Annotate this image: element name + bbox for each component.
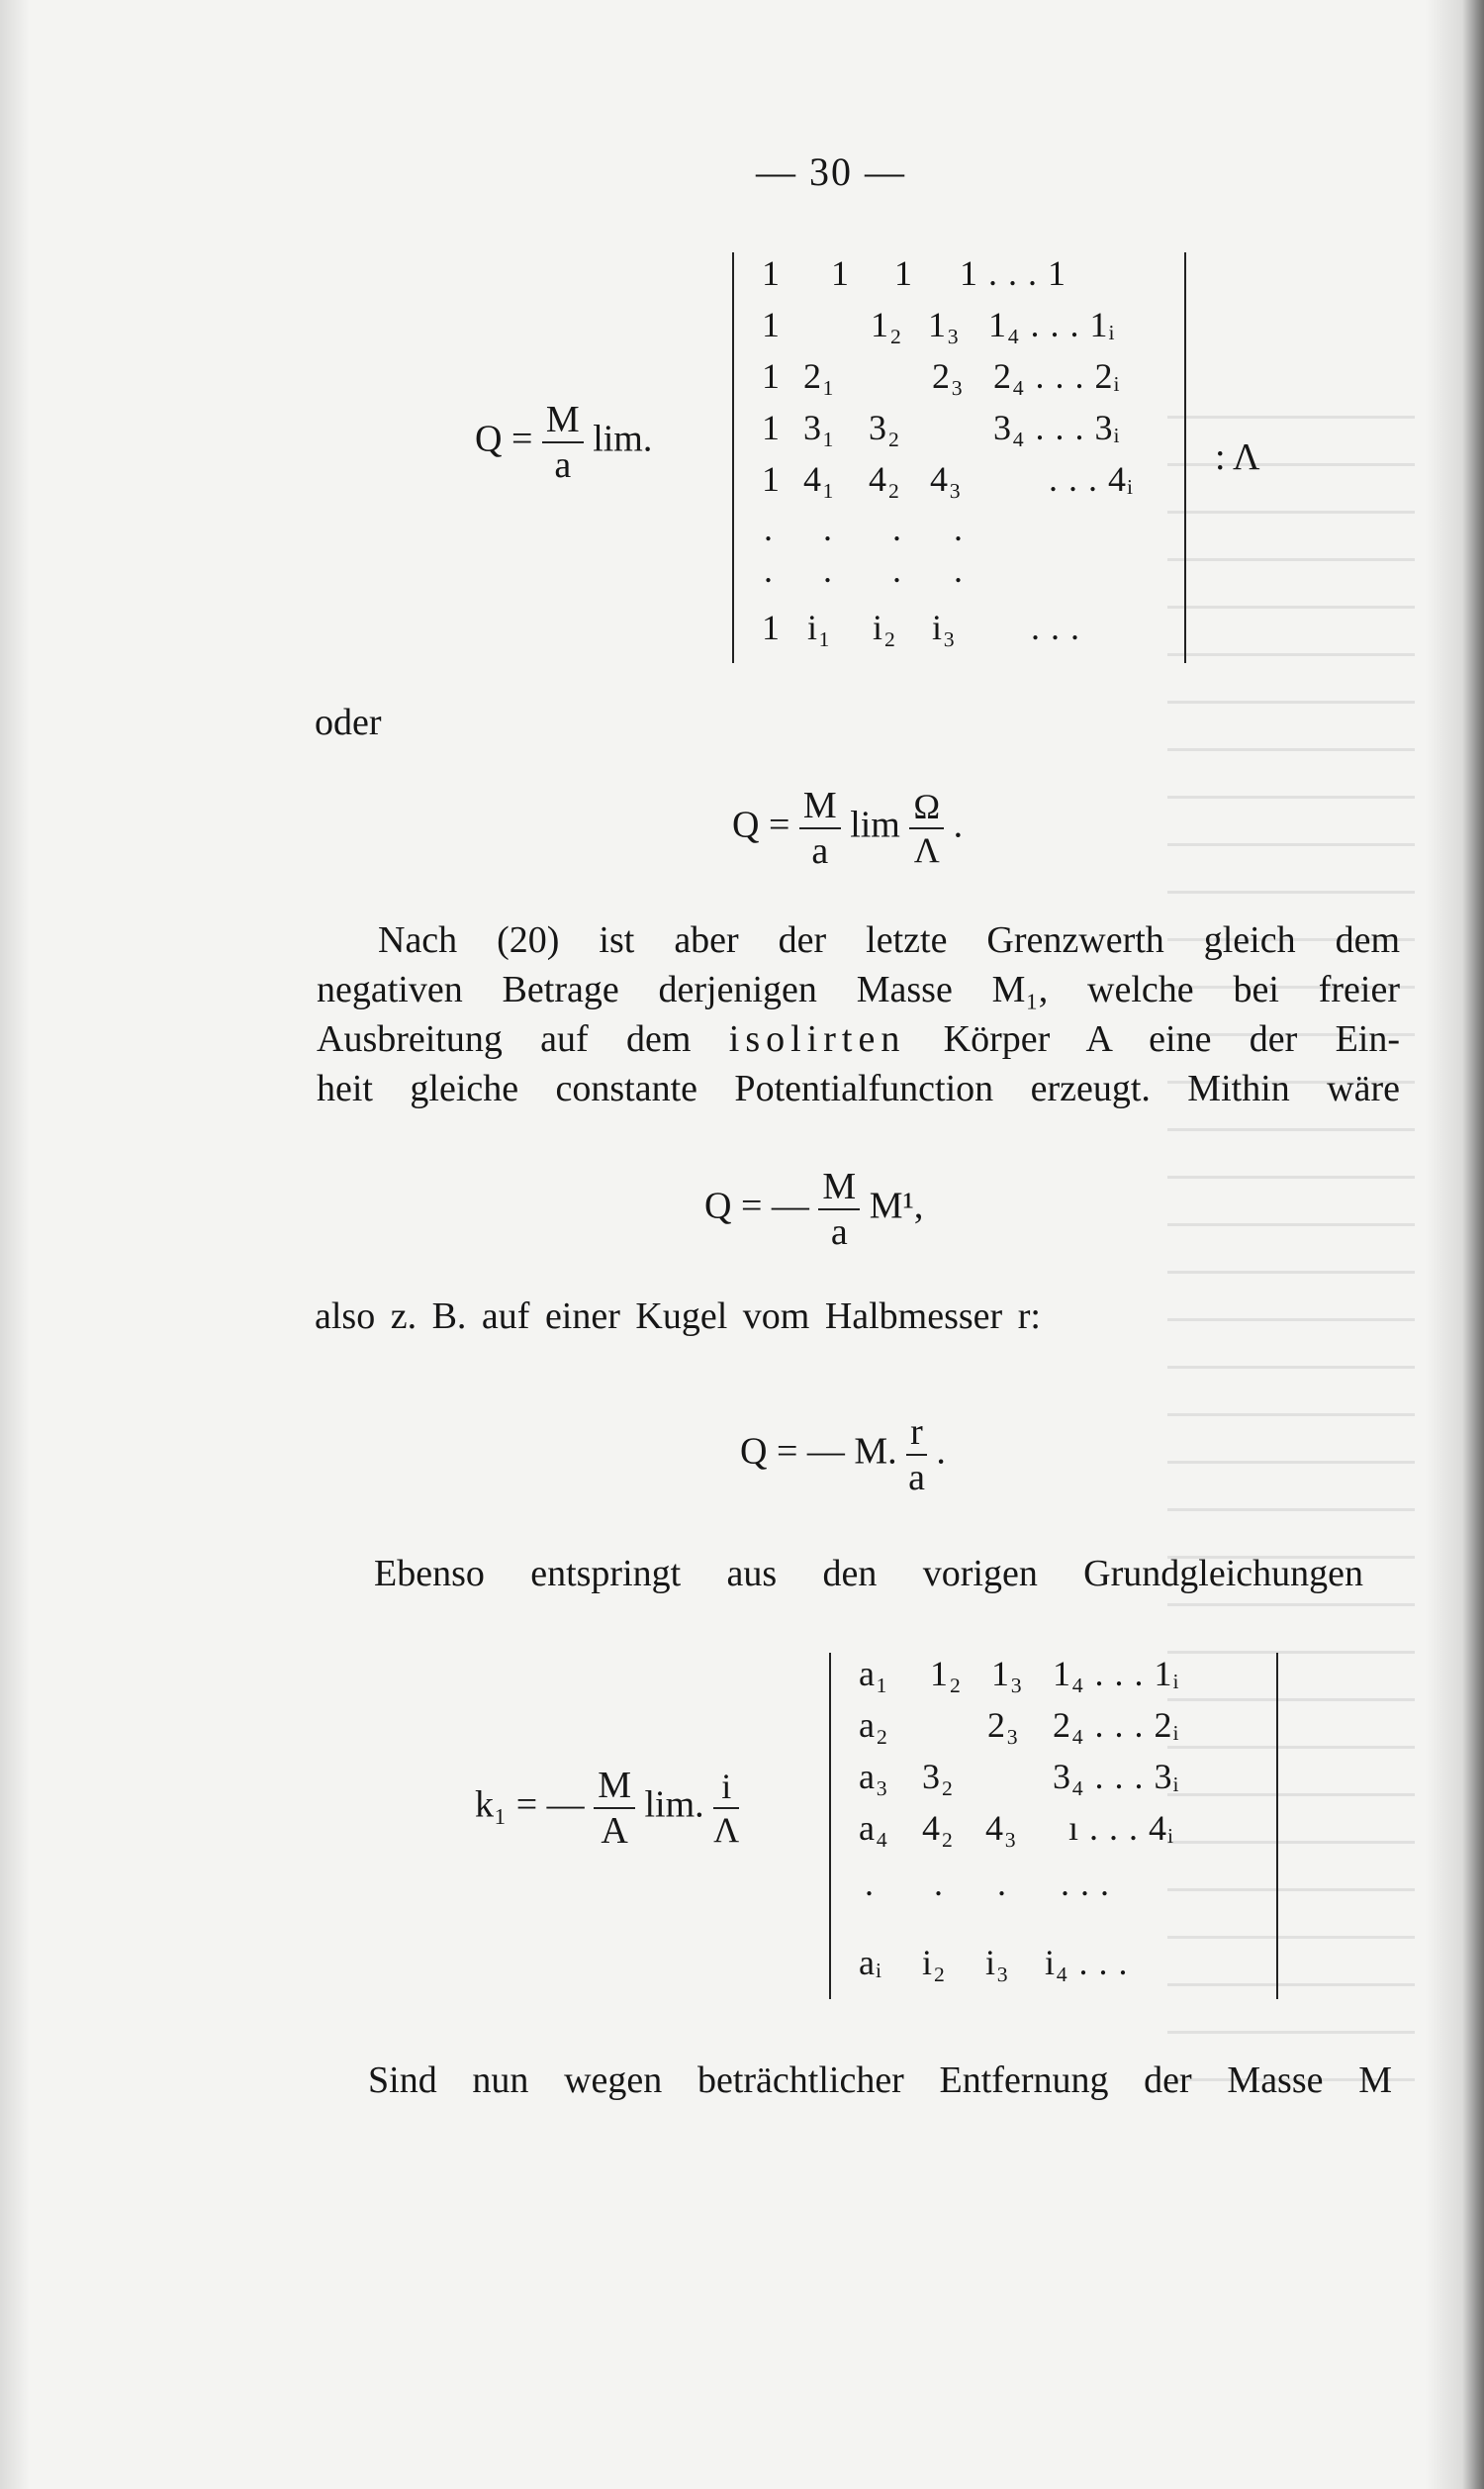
paragraph-1-line-3: Ausbreitung auf dem isolirten Körper A eine der Ein-	[317, 1018, 1401, 1060]
paragraph-1	[317, 915, 1400, 1113]
formula-4-period: .	[936, 1430, 946, 1473]
formula-4-fraction	[906, 1413, 927, 1496]
formula-2-eq: =	[768, 804, 790, 846]
formula-3-Q: Q	[704, 1185, 732, 1227]
formula-1-eq: =	[510, 418, 533, 460]
formula-3-rhs: M¹,	[869, 1185, 924, 1227]
emphasis-isolirten: isolirten	[728, 1018, 906, 1060]
formula-5-frac2-num: i	[713, 1769, 739, 1809]
paragraph-1-line-4: heit gleiche constante Potentialfunction erzeugt. Mithin wäre	[317, 1068, 1400, 1109]
formula-3-fraction	[818, 1168, 860, 1251]
formula-4	[740, 1413, 946, 1496]
formula-5-frac1-num: M	[594, 1767, 635, 1809]
formula-4-Q: Q	[740, 1430, 768, 1473]
formula-3-eq: = —	[740, 1185, 809, 1227]
formula-5-fraction-1	[594, 1767, 635, 1850]
formula-5-lhs	[475, 1767, 739, 1850]
formula-1-frac-num: M	[542, 401, 584, 443]
formula-2-frac1-den: a	[811, 830, 829, 872]
formula-5-fraction-2	[713, 1769, 739, 1848]
formula-1-lim: lim.	[593, 418, 653, 460]
paragraph-1-line-2: negativen Betrage derjenigen Masse M₁, welche bei freier	[317, 969, 1400, 1010]
paragraph-4-line: Sind nun wegen beträchtlicher Entfernung der Masse M	[368, 2059, 1392, 2101]
paragraph-3	[374, 1552, 1363, 1595]
formula-2-lim: lim	[850, 804, 900, 846]
formula-2-frac2-den: Λ	[913, 830, 940, 870]
formula-2-Q: Q	[732, 804, 760, 846]
formula-2-fraction-1	[799, 787, 841, 870]
determinant-1: 1 1 1 1 . . . 1 1 1₂ 1₃ 1₄ . . . 1ᵢ 1 2₁ 2₃ 2₄ . . . 2ᵢ 1 3₁ 3₂ 3₄ . . . 3ᵢ 1 4₁ 4₂ 4₃ . . . 4ᵢ . . . . . . . . 1 i₁ i₂ i₃ . . .	[732, 252, 1186, 663]
formula-5-lim: lim.	[644, 1783, 704, 1826]
formula-4-frac-num: r	[906, 1413, 927, 1456]
formula-2-frac1-num: M	[799, 787, 841, 829]
formula-3-frac-num: M	[818, 1168, 860, 1210]
formula-3-frac-den: a	[830, 1211, 848, 1253]
paragraph-1-line-1: Nach (20) ist aber der letzte Grenzwerth gleich dem	[378, 919, 1400, 961]
formula-2-frac2-num: Ω	[909, 789, 944, 829]
formula-1-Q: Q	[475, 418, 503, 460]
formula-5-eq: = —	[515, 1783, 585, 1826]
formula-1-frac-den: a	[554, 444, 572, 486]
paragraph-3-line: Ebenso entspringt aus den vorigen Grundgleichungen	[374, 1553, 1363, 1594]
formula-1-divisor: : Λ	[1215, 436, 1260, 478]
paragraph-4	[368, 2058, 1392, 2102]
formula-1-lhs	[475, 401, 652, 484]
paragraph-2: also z. B. auf einer Kugel vom Halbmesser r:	[315, 1295, 1041, 1337]
formula-5-frac2-den: Λ	[713, 1810, 740, 1850]
formula-1-fraction	[542, 401, 584, 484]
formula-2-fraction-2	[909, 789, 944, 868]
formula-3	[704, 1168, 923, 1251]
formula-5-frac1-den: A	[601, 1810, 628, 1852]
formula-4-frac-den: a	[908, 1457, 925, 1498]
page-number: — 30 —	[756, 149, 906, 194]
formula-5-k1: k₁	[475, 1783, 508, 1826]
formula-2-period: .	[953, 804, 964, 846]
determinant-2: a₁ 1₂ 1₃ 1₄ . . . 1ᵢ a₂ 2₃ 2₄ . . . 2ᵢ a₃ 3₂ 3₄ . . . 3ᵢ a₄ 4₂ 4₃ ı . . . 4ᵢ . . . . . . aᵢ i₂ i₃ i₄ . . .	[829, 1653, 1278, 1999]
formula-4-eq: = — M.	[776, 1430, 897, 1473]
word-oder: oder	[315, 702, 382, 743]
formula-2	[732, 787, 963, 870]
